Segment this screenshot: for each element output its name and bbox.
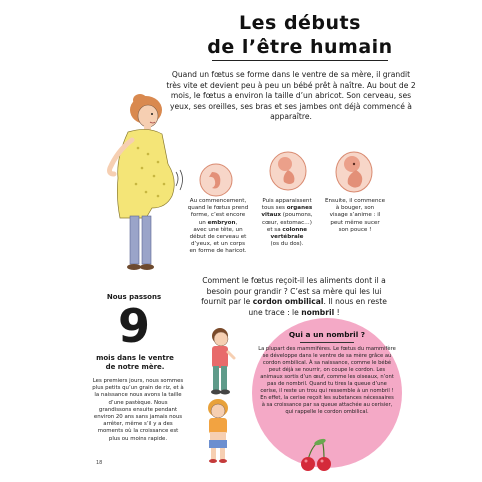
embryo-stage-2-illustration [268,150,308,192]
cherries-illustration [298,438,336,472]
embryo-stage-1-illustration [198,162,234,198]
page-number: 18 [96,460,103,466]
caption-keyword-organes: organes [286,205,313,212]
nombril-box-heading: Qui a un nombril ? [288,330,366,339]
pregnant-mother-illustration [98,92,190,278]
caption-keyword-colonne: colonne [282,226,308,233]
keyword-nombril: nombril [301,307,335,317]
caption-keyword-vertebrale: vertébrale [270,234,304,241]
page-title-line1: Les débuts [239,12,361,34]
embryo-stage-3-illustration [334,150,374,194]
sidebar-subheading: mois dans le ventre de notre mère. [96,354,174,371]
page-title-line2: de l’être humain [207,36,393,58]
caption-keyword-vitaux: vitaux [261,212,281,219]
nombril-box-body: La plupart des mammifères. Le fœtus du mammifère se développe dans le ventre de sa mère grâce au cordon ombilical. À sa naissance, comme le bébé peut déjà se nourrir, on coupe le cordon. Les animaux sortis d’un œuf, comme les oiseaux, n’ont pas de nombril. Quand tu tires la queue d’une cerise, il reste un trou qui ressemble à un nombril ! En effet, la cerise reçoit les substances nécessaires à sa croissance par sa queue attachée au cerisier, qui rappelle le cordon ombilical. [258,346,396,415]
caption-organes: Puis apparaissent tous ses organes vitaux (poumons, cœur, estomac…) et sa colonne vertébrale (os du dos). [261,198,313,248]
boy-illustration [204,326,238,396]
caption-embryon: Au commencement, quand le fœtus prend forme, c’est encore un embryon, avec une tête, un début de cerveau et d’yeux, et un corps en forme de haricot. [187,198,249,255]
caption-bouger: Ensuite, il commence à bouger, son visage s’anime : il peut même sucer son pouce ! [324,198,386,233]
cordon-question-paragraph: Comment le fœtus reçoit-il les aliments dont il a besoin pour grandir ? C’est sa mère qui les lui fournit par le cordon ombilical. Il nous en reste une trace : le nombril ! [201,276,387,317]
sidebar-heading: Nous passons [106,293,162,301]
sidebar-big-number: 9 [117,299,150,353]
keyword-cordon-ombilical: cordon ombilical [252,297,324,307]
girl-illustration [198,398,238,464]
sidebar-body: Les premiers jours, nous sommes plus petits qu’un grain de riz, et à la naissance nous avons la taille d’une pastèque. Nous grandissons ensuite pendant environ 20 ans sans jamais nous arrêter, même s’il y a des moments où la croissance est plus ou moins rapide. [92,378,184,442]
nombril-box-underline [300,342,354,343]
caption-keyword-embryon: embryon [207,219,236,226]
title-underline [212,60,388,61]
intro-paragraph: Quand un fœtus se forme dans le ventre de sa mère, il grandit très vite et devient peu à peu un bébé prêt à naître. Au bout de 2 mois, le fœtus a environ la taille d’un abricot. Son cerveau, ses yeux, ses oreilles, ses bras et ses jambes ont déjà commencé à apparaître. [166,70,416,122]
